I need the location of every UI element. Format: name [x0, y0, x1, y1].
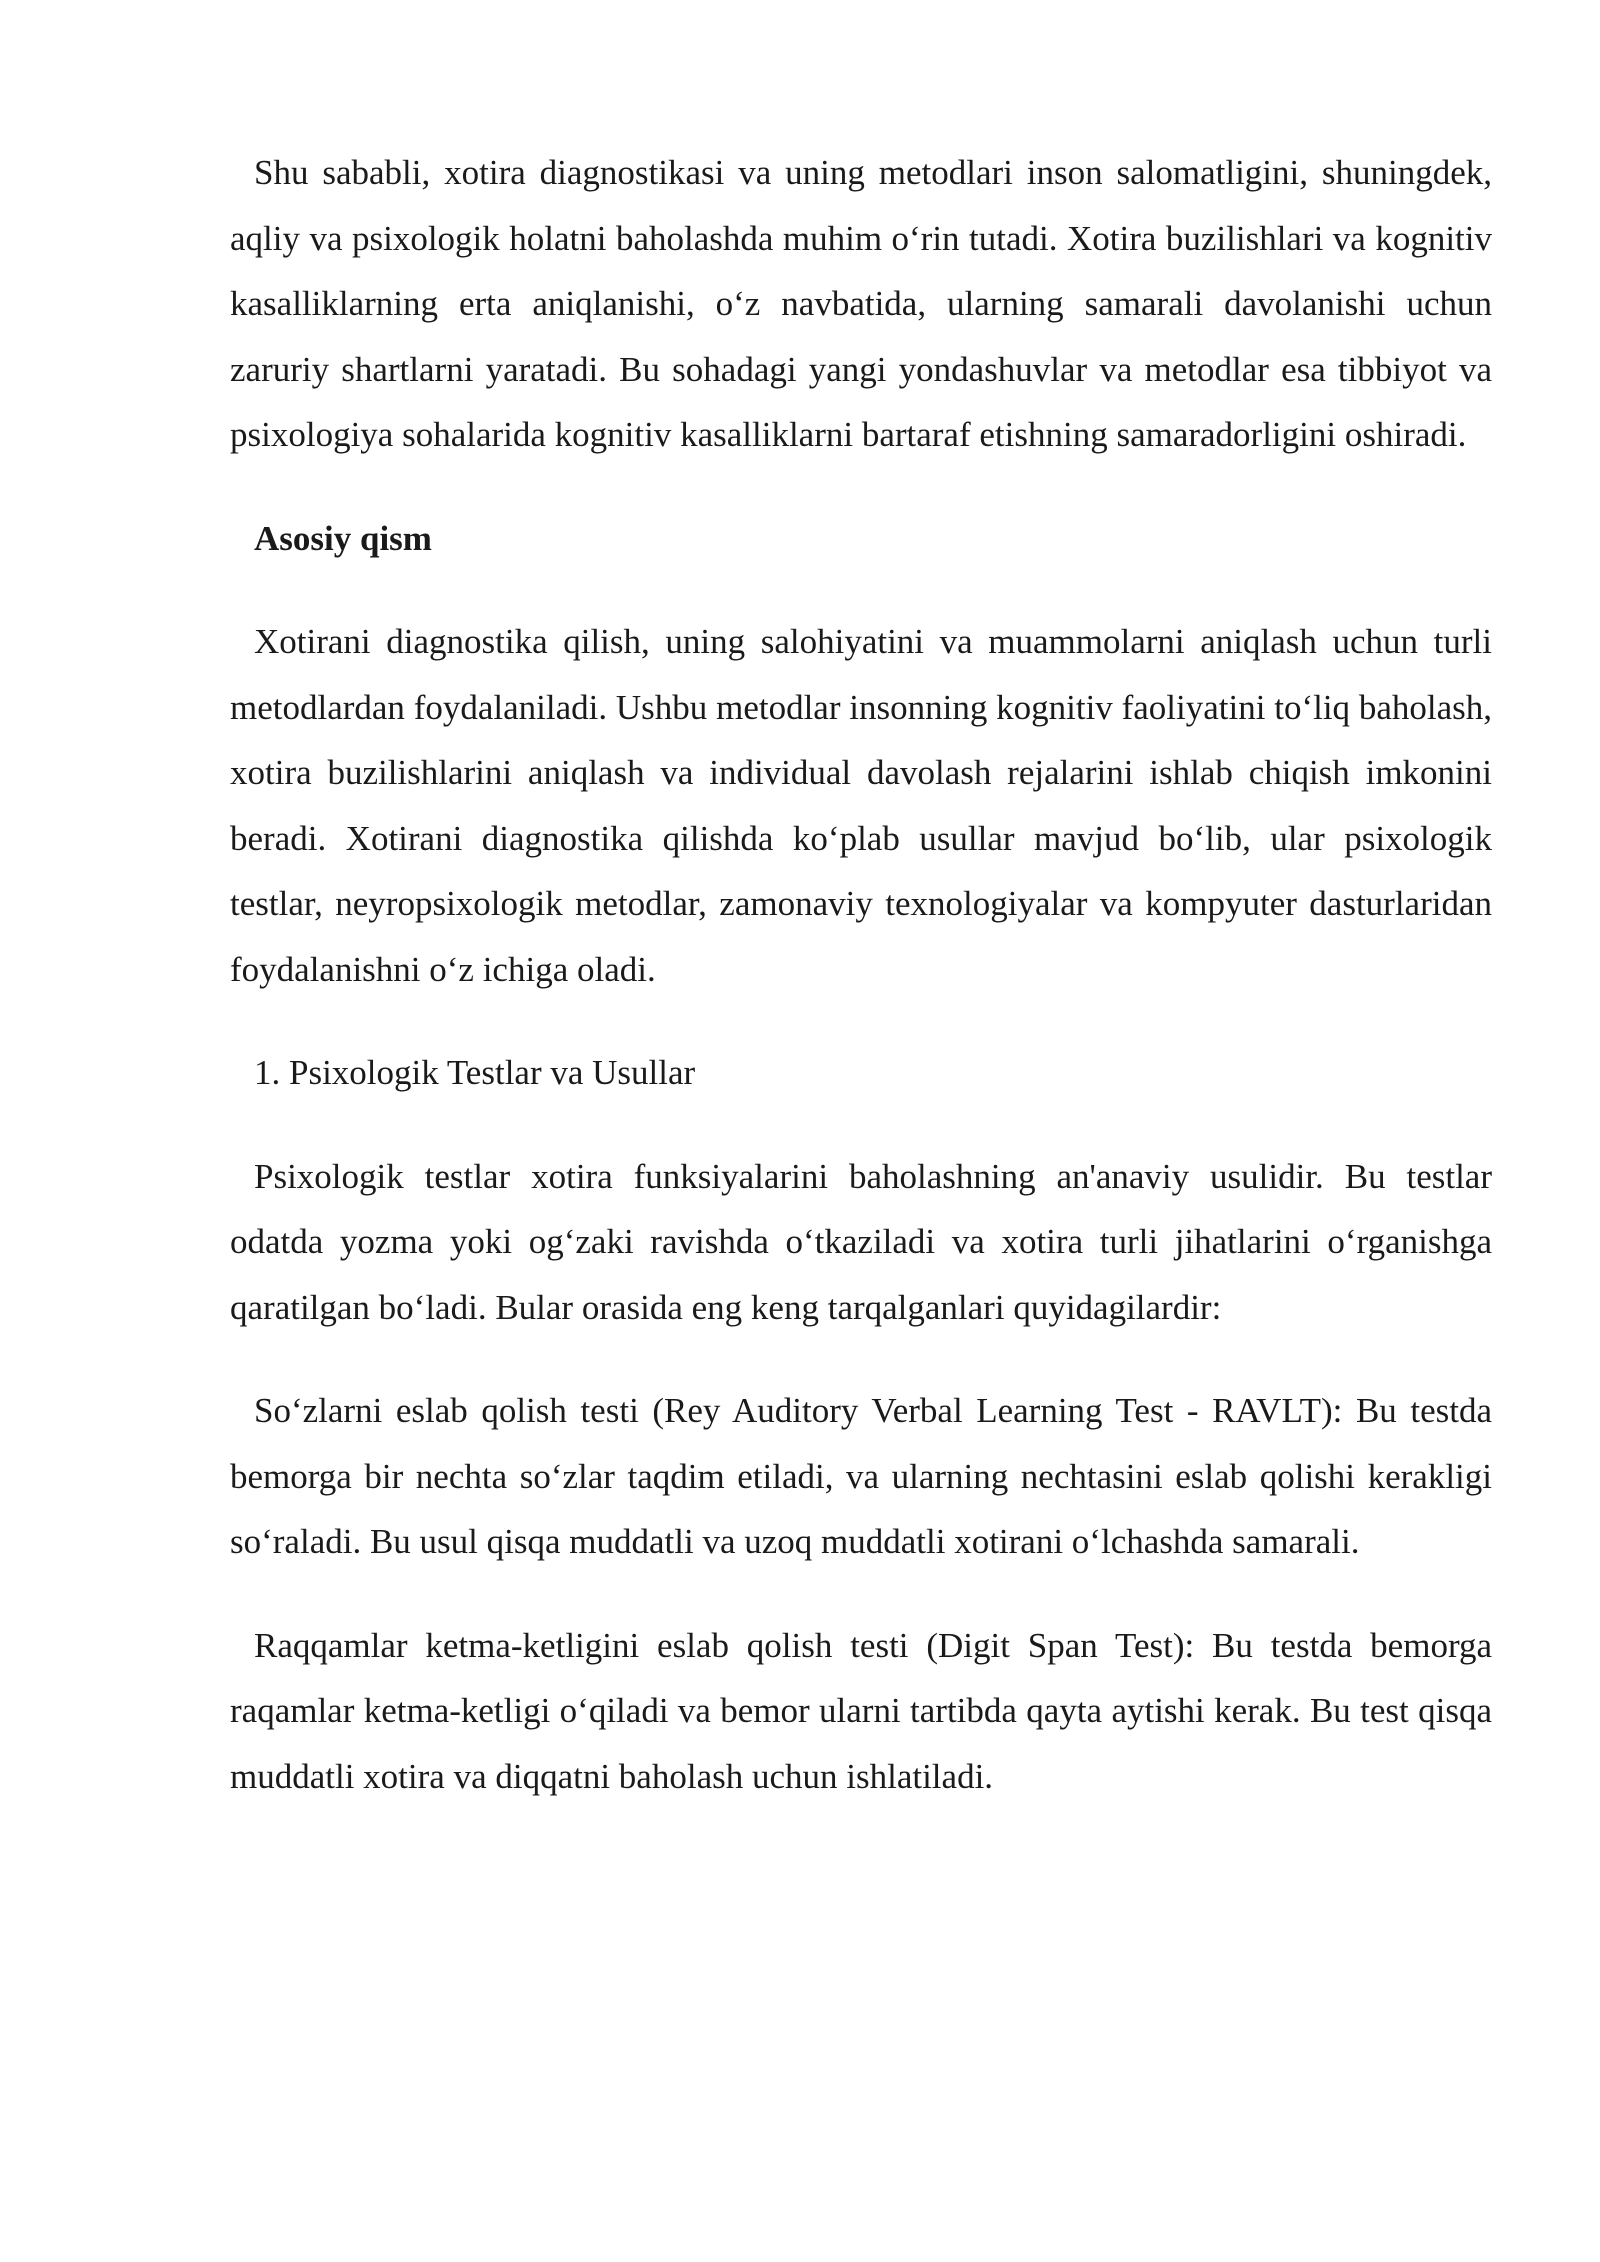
- document-page: [230, 140, 1492, 1847]
- paragraph-digit-span: Raqqamlar ketma-ketligini eslab qolish testi (Digit Span Test): Bu testda bemorga raqamlar ketma-ketligi o‘qiladi va bemor ularni tartibda qayta aytishi kerak. Bu test qisqa muddatli xotira va diqqatni baholash uchun ishlatiladi.: [230, 1625, 1492, 1796]
- paragraph-main-intro: Xotirani diagnostika qilish, uning salohiyatini va muammolarni aniqlash uchun turli metodlardan foydalaniladi. Ushbu metodlar insonning kognitiv faoliyatini to‘liq baholash, xotira buzilishlarini aniqlash va individual davolash rejalarini ishlab chiqish imkonini beradi. Xotirani diagnostika qilishda ko‘plab usullar mavjud bo‘lib, ular psixologik testlar, neyropsixologik metodlar, zamonaviy texnologiyalar va kompyuter dasturlaridan foydalanishni o‘z ichiga oladi.: [230, 622, 1492, 989]
- paragraph-intro-conclusion: Shu sababli, xotira diagnostikasi va uning metodlari inson salomatligini, shuningdek, aqliy va psixologik holatni baholashda muhim o‘rin tutadi. Xotira buzilishlari va kognitiv kasalliklarning erta aniqlanishi, o‘z navbatida, ularning samarali davolanishi uchun zaruriy shartlarni yaratadi. Bu sohadagi yangi yondashuvlar va metodlar esa tibbiyot va psixologiya sohalarida kognitiv kasalliklarni bartaraf etishning samaradorligini oshiradi.: [230, 153, 1492, 454]
- subsection-heading-psych-tests: 1. Psixologik Testlar va Usullar: [254, 1053, 696, 1092]
- paragraph-psych-tests: Psixologik testlar xotira funksiyalarini baholashning an'anaviy usulidir. Bu testlar odatda yozma yoki og‘zaki ravishda o‘tkaziladi va xotira turli jihatlarini o‘rganishga qaratilgan bo‘ladi. Bular orasida eng keng tarqalganlari quyidagilardir:: [230, 1156, 1492, 1327]
- paragraph-ravlt: So‘zlarni eslab qolish testi (Rey Auditory Verbal Learning Test - RAVLT): Bu testda bemorga bir nechta so‘zlar taqdim etiladi, va ularning nechtasini eslab qolishi kerakligi so‘raladi. Bu usul qisqa muddatli va uzoq muddatli xotirani o‘lchashda samarali.: [230, 1391, 1492, 1561]
- section-heading-main: Asosiy qism: [254, 518, 432, 558]
